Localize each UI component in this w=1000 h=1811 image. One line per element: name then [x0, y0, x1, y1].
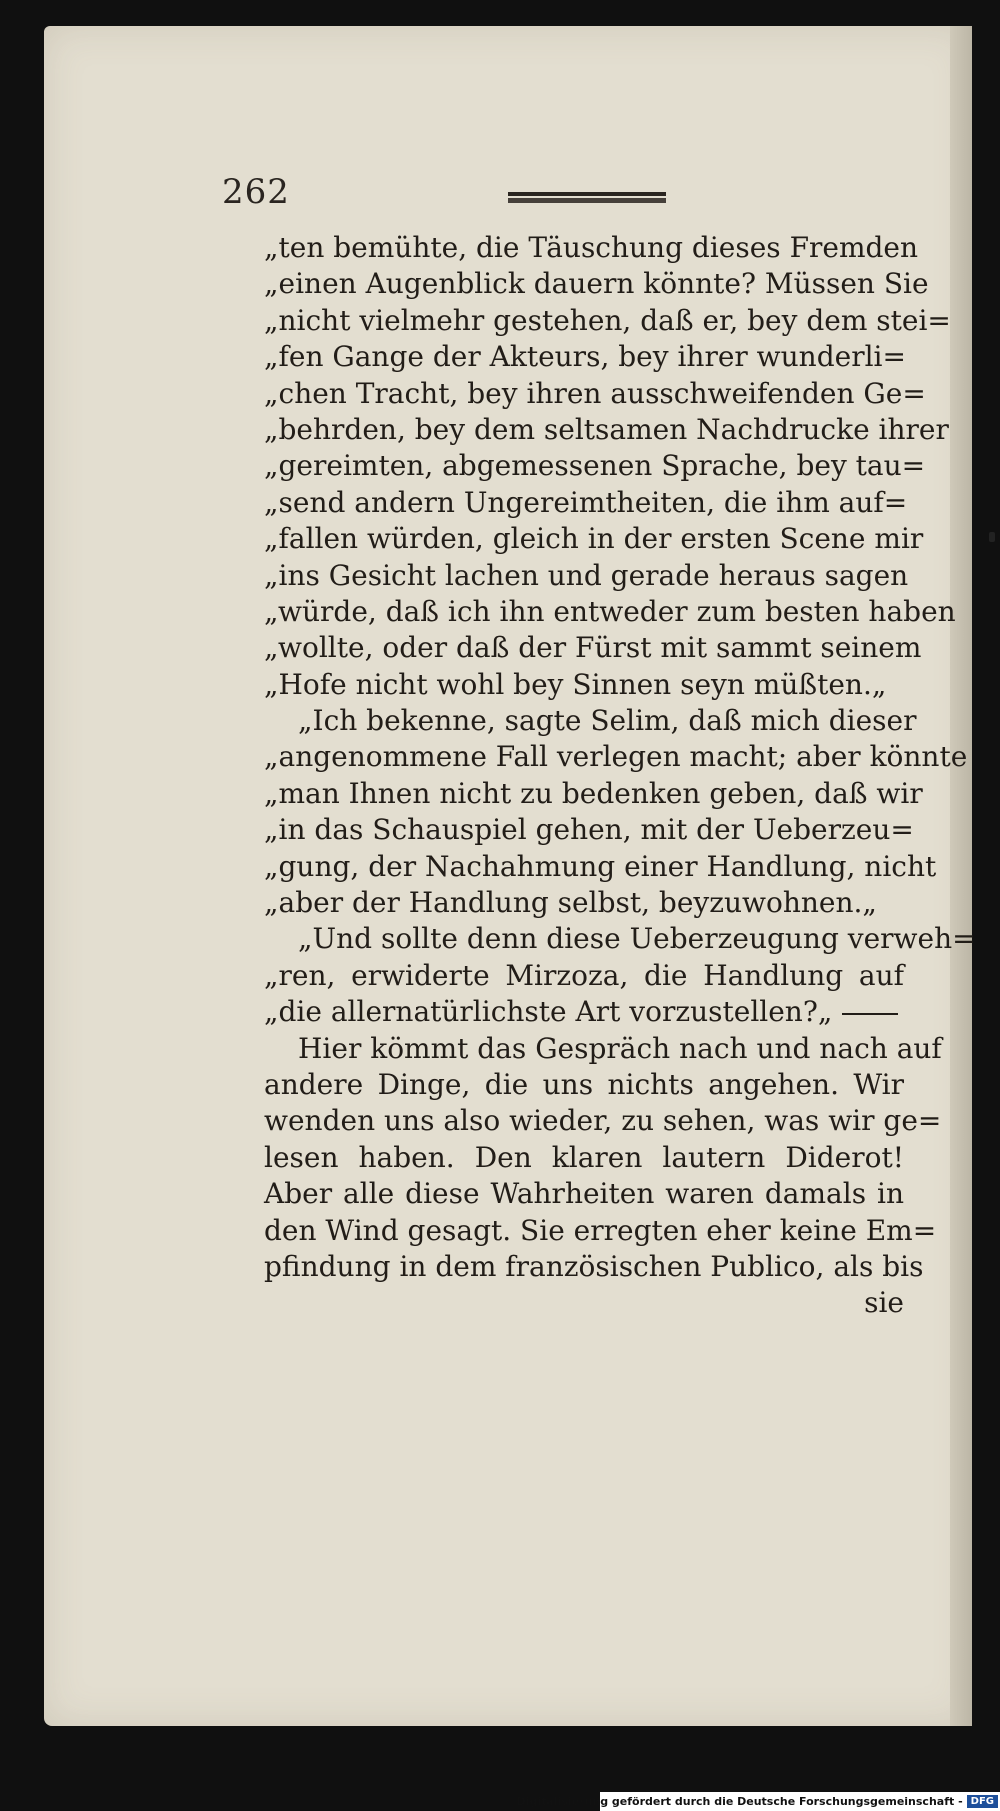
- text-line-content: „die allernatürlichste Art vorzustellen?„: [264, 995, 833, 1029]
- text-line: [264, 448, 926, 484]
- rule-bar-bottom: [508, 198, 666, 203]
- text-line: [264, 849, 937, 885]
- text-line: [264, 339, 904, 375]
- text-line-content: Aber alle diese Wahrheiten waren damals in: [264, 1177, 904, 1211]
- text-line: [264, 303, 951, 339]
- text-line: [264, 1213, 937, 1249]
- text-line: [264, 266, 929, 302]
- em-dash-rule: [842, 1013, 898, 1015]
- text-line: [264, 1285, 904, 1321]
- text-line: [264, 1176, 904, 1212]
- text-line: [264, 958, 904, 994]
- text-line: [264, 885, 904, 921]
- text-line: [264, 667, 904, 703]
- text-line: [264, 1249, 924, 1285]
- page-header: [222, 172, 672, 222]
- dfg-logo: DFG: [967, 1795, 998, 1808]
- text-line: [264, 558, 909, 594]
- text-line-content: wenden uns also wieder, zu sehen, was wir ge=: [264, 1104, 942, 1138]
- text-line-content: „ten bemühte, die Täuschung dieses Fremden: [264, 231, 919, 264]
- text-line-content: andere Dinge, die uns nichts angehen. Wir: [264, 1067, 904, 1101]
- text-line: [264, 1103, 942, 1139]
- text-line: [264, 485, 908, 521]
- scan-mark: [989, 532, 995, 542]
- text-line: [264, 1067, 904, 1103]
- text-line-content: „wollte, oder daß der Fürst mit sammt seinem: [264, 631, 922, 665]
- text-line-content: „ren, erwiderte Mirzoza, die Handlung auf: [264, 958, 904, 992]
- text-line-content: „Hofe nicht wohl bey Sinnen seyn müßten.„: [264, 667, 887, 701]
- text-line: [264, 630, 922, 666]
- text-line-content: pfindung in dem französischen Publico, als bis: [264, 1249, 924, 1283]
- text-line-content: „gung, der Nachahmung einer Handlung, nicht: [264, 849, 937, 883]
- text-line-content: „einen Augenblick dauern könnte? Müssen Sie: [264, 267, 929, 301]
- text-line-content: „in das Schauspiel gehen, mit der Ueberzeu=: [264, 813, 914, 847]
- text-line: [264, 994, 904, 1030]
- text-line-content: „gereimten, abgemessenen Sprache, bey tau=: [264, 449, 926, 483]
- text-line-content: „Ich bekenne, sagte Selim, daß mich dieser: [298, 704, 917, 738]
- text-line-content: „fen Gange der Akteurs, bey ihrer wunderli=: [264, 340, 906, 374]
- page-number: 262: [222, 172, 290, 212]
- text-line-content: Hier kömmt das Gespräch nach und nach auf: [298, 1031, 942, 1065]
- text-line-content: „fallen würden, gleich in der ersten Scene mir: [264, 522, 924, 556]
- text-line: [264, 739, 968, 775]
- text-line: [264, 230, 919, 266]
- text-line: [264, 521, 924, 557]
- text-line-content: „send andern Ungereimtheiten, die ihm auf=: [264, 485, 908, 519]
- text-line: [264, 812, 914, 848]
- text-line-content: „behrden, bey dem seltsamen Nachdrucke ihrer: [264, 412, 949, 446]
- text-line: [264, 1031, 942, 1067]
- text-line-content: „chen Tracht, bey ihren ausschweifenden Ge=: [264, 376, 926, 410]
- text-line: [264, 376, 926, 412]
- text-line: [264, 703, 917, 739]
- text-line-content: „nicht vielmehr gestehen, daß er, bey dem stei=: [264, 303, 951, 337]
- text-line-content: „würde, daß ich ihn entweder zum besten haben: [264, 594, 956, 628]
- text-line: [264, 594, 956, 630]
- text-line-content: sie: [864, 1286, 904, 1320]
- text-line-content: „Und sollte denn diese Ueberzeugung verweh=: [298, 922, 976, 956]
- rule-bar-top: [508, 192, 666, 196]
- text-line-content: „angenommene Fall verlegen macht; aber könnte: [264, 740, 968, 774]
- footer-credit-bar: [516, 1792, 1000, 1811]
- body-text: [264, 230, 976, 1322]
- text-line: [264, 412, 949, 448]
- text-line-content: „ins Gesicht lachen und gerade heraus sagen: [264, 558, 909, 592]
- footer-credit: Digitalisierung gefördert durch die Deutsche Forschungsgemeinschaft -: [516, 1795, 963, 1808]
- text-line: [264, 921, 976, 957]
- text-line: [264, 776, 923, 812]
- text-line-content: lesen haben. Den klaren lautern Diderot!: [264, 1140, 904, 1174]
- text-line-content: „aber der Handlung selbst, beyzuwohnen.„: [264, 886, 877, 920]
- text-line-content: den Wind gesagt. Sie erregten eher keine Em=: [264, 1213, 937, 1247]
- page-edge: [950, 26, 972, 1726]
- text-line-content: „man Ihnen nicht zu bedenken geben, daß wir: [264, 776, 923, 810]
- header-rule-ornament: [508, 192, 666, 204]
- text-line: [264, 1140, 904, 1176]
